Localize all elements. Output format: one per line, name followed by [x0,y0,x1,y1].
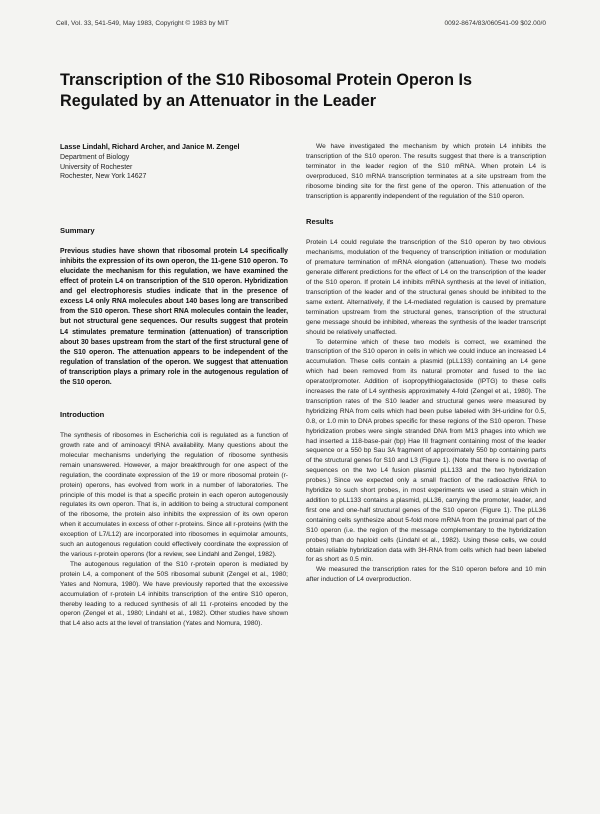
summary-heading: Summary [60,225,95,235]
left-column [60,142,288,629]
article-code: 0092-8674/83/060541-09 $02.00/0 [444,20,546,27]
results-heading: Results [306,217,334,227]
summary-text: Previous studies have shown that ribosomal protein L4 specifically inhibits the expression of its own operon, the 11-gene S10 operon. To elucidate the mechanism for this regulation, we have examined the effect of protein L4 on transcription of the S10 operon. Hybridization and gel electrophoresis studies indicate that in the presence of excess L4 only RNA molecules about 140 bases long are transcribed from the S10 operon. These short RNA molecules contain the leader, but not structural gene sequences. Our results suggest that protein L4 stimulates premature termination (attenuation) of transcription about 30 bases upstream from the start of the first structural gene of the S10 operon. The attenuation appears to be independent of the regulation of translation of the operon. We suggest that attenuation of transcription plays a primary role in the autogenous regulation of the S10 operon. [60,247,288,386]
paper-title: Transcription of the S10 Ribosomal Protein Operon Is Regulated by an Attenuator in the Leader [60,71,472,110]
results-paragraph: To determine which of these two models is correct, we examined the transcription of the S10 operon in cells in which we could induce an increased L4 accumulation. These cells contain a plasmid (pLL133) containing an L4 gene which had been removed from its natural promoter and fused to the lac operator/promoter. Addition of isopropylthiogalactoside (IPTG) to these cells increases the rate of L4 synthesis approximately 4-fold (Zengel et al., 1980). The transcription rates of the S10 leader and structural genes were measured by hybridizing RNA from cells which had been pulse labeled with 3H-uridine for 0.5, 0.8, or 1.0 min to DNA probes specific for these regions of the S10 operon. These hybridization probes were single stranded DNA from M13 phages into which we had inserted a 118-base-pair (bp) Hae III fragment containing most of the leader sequence or a 550 bp Sau 3A fragment of approximately 550 bp containing parts of the structural genes for S10 and L3 (Figure 1). (Note that there is no overlap of sequences on the two L4 fusion plasmid pLL133 and the two hybridization probes.) Since we expected only a small fraction of the radioactive RNA to hybridize to such short probes, in most experiments we used a strain which in addition to pLL133 contains a plasmid, pLL36, carrying the promoter, leader, and first one and one-half structural genes of the S10 operon (Figure 1). The pLL36 containing cells synthesize about 5-fold more mRNA from the proximal part of the S10 operon (i.e. the region of the message complementary to the hybridization probes) than do haploid cells (Lindahl et al., 1982). Using these cells, we could obtain reliable hybridization data with 3H-RNA from cells which had been labeled for as short as 0.5 min. [306,338,546,564]
affiliation-block [60,153,288,182]
results-paragraph: We measured the transcription rates for the S10 operon before and 10 min after induction of L4 overproduction. [306,566,546,584]
intro-continuation-paragraph: We have investigated the mechanism by which protein L4 inhibits the transcription of the S10 operon. The results suggest that there is a transcription terminator in the leader region of the S10 mRNA. When protein L4 is overproduced, S10 mRNA transcription terminates at a site upstream from the ribosome binding site for the first gene of the operon. This attenuation of the transcription is apparently independent of the regulation of the S10 operon. [306,143,546,200]
affiliation-line: Rochester, New York 14627 [60,173,147,181]
introduction-paragraph: The synthesis of ribosomes in Escherichia coli is regulated as a function of growth rate and of aminoacyl tRNA availability. Many questions about the molecular mechanisms underlying the regulation of ribosome synthesis remain unanswered. However, a major breakthrough for one aspect of the regulation, the coordinate expression of the 19 or more ribosomal protein (r-protein) operons, has evolved from work in a number of laboratories. The principle of this model is that a specific protein in each operon autogenously regulates its own operon. That is, in addition to being a structural component of the ribosome, the protein also inhibits the expression of its own operon when it accumulates in excess of other r-proteins. Since all r-proteins (with the exception of L7/L12) are incorporated into ribosomes in equimolar amounts, such an autogenous regulation could effectively coordinate the expression of the various r-protein operons (for a review, see Lindahl and Zengel, 1982). [60,432,288,558]
affiliation-line: University of Rochester [60,163,133,171]
journal-citation: Cell, Vol. 33, 541-549, May 1983, Copyright © 1983 by MIT [56,20,229,27]
results-paragraph: Protein L4 could regulate the transcription of the S10 operon by two obvious mechanisms, modulation of the frequency of transcription initiation or modulation of premature termination of mRNA elongation (attenuation). These two models generate different predictions for the effect of L4 on the transcription of the leader of the S10 operon. If protein L4 inhibits mRNA synthesis at the level of initiation, transcription of the leader and of the structural genes should be inhibited to the same extent. Alternatively, if the L4-mediated regulation is caused by premature termination upstream from the structural genes, transcription of the structural gene message should be inhibited, whereas the synthesis of the leader transcript should be relatively unaffected. [306,239,546,336]
affiliation-line: Department of Biology [60,154,130,161]
author-list: Lasse Lindahl, Richard Archer, and Janice M. Zengel [60,142,240,151]
introduction-paragraph: The autogenous regulation of the S10 r-protein operon is mediated by protein L4, a component of the 50S ribosomal subunit (Zengel et al., 1980; Yates and Nomura, 1980). We have previously reported that the excessive accumulation of r-protein L4 inhibits transcription of the entire S10 operon, thereby leading to a reduced synthesis of all 11 r-proteins encoded by the operon (Zengel et al., 1980; Lindahl et al., 1982). Other studies have shown that L4 also acts at the level of translation (Yates and Nomura, 1980). [60,560,288,628]
right-column [306,142,546,585]
introduction-heading: Introduction [60,410,105,420]
